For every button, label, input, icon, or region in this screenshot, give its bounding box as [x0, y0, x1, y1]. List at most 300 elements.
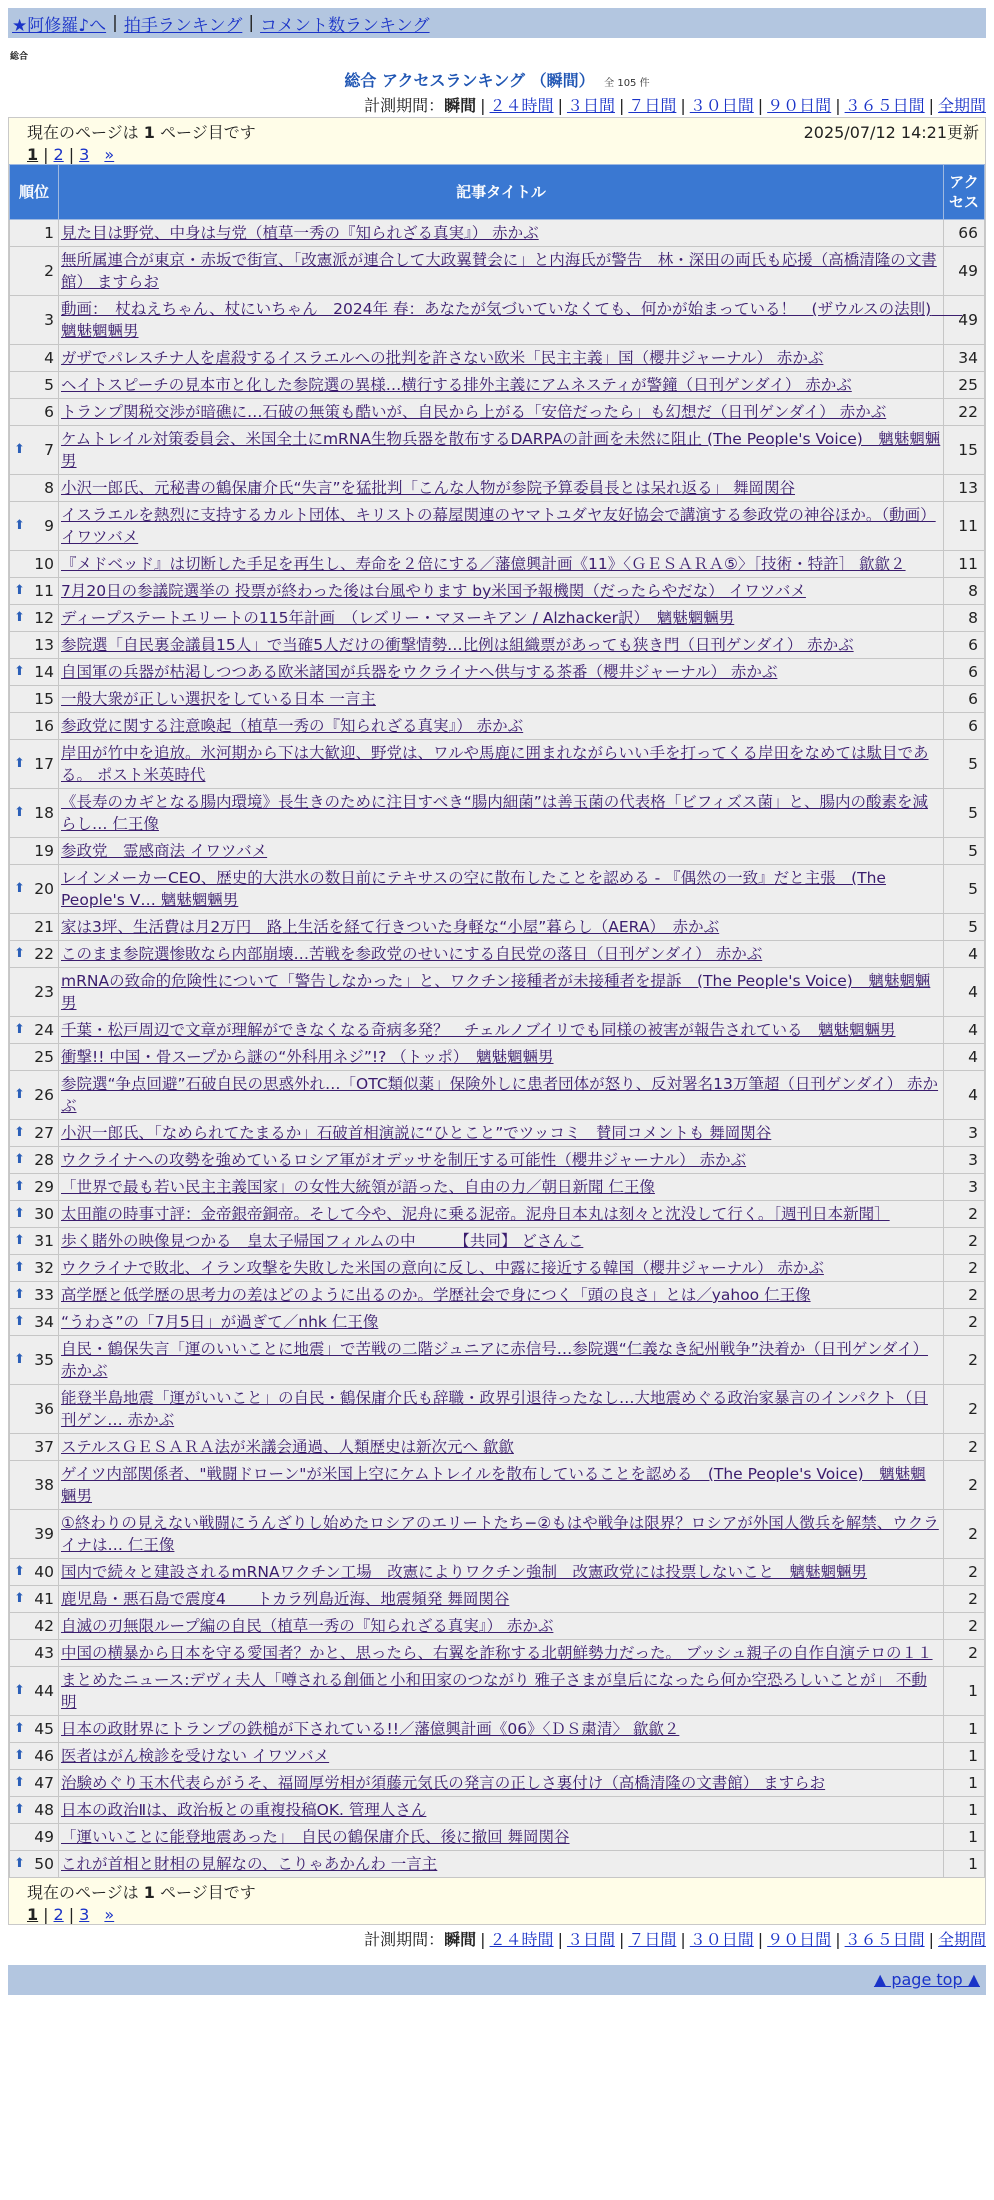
rank-up-arrow-icon: ⬆	[14, 1314, 25, 1329]
title-cell	[59, 1385, 944, 1434]
article-link[interactable]: イスラエルを熱烈に支持するカルト団体、キリストの幕屋関連のヤマトユダヤ友好協会で講演する参政党の神谷ほか。（動画） イワツバメ	[61, 506, 936, 546]
title-cell	[59, 1797, 944, 1824]
page-link-2[interactable]: 2	[53, 145, 64, 164]
article-link[interactable]: 歩く賭外の映像見つかる 皇太子帰国フィルムの中 【共同】 どさんこ	[61, 1232, 584, 1250]
period-separator: |	[680, 96, 686, 115]
article-link[interactable]: ウクライナへの攻勢を強めているロシア軍がオデッサを制圧する可能性（櫻井ジャーナル） 赤かぶ	[61, 1151, 747, 1169]
period-separator: |	[557, 96, 563, 115]
table-row	[10, 1743, 985, 1770]
period-separator: |	[480, 1930, 486, 1949]
period-separator: |	[480, 96, 486, 115]
rank-up-arrow-icon: ⬆	[14, 1260, 25, 1275]
rank-up-arrow-icon: ⬆	[14, 1802, 25, 1817]
access-count: 4	[944, 941, 985, 968]
table-row	[10, 1797, 985, 1824]
article-link[interactable]: mRNAの致命的危険性について「警告しなかった」と、ワクチン接種者が未接種者を提訴 (The People's Voice) 魑魅魍魎男	[61, 972, 931, 1012]
title-cell	[59, 1336, 944, 1385]
table-row	[10, 475, 985, 502]
rank-number: 41	[34, 1590, 54, 1608]
table-row	[10, 1071, 985, 1120]
article-link[interactable]: 太田龍の時事寸評：金帝銀帝銅帝。そして今や、泥舟に乗る泥帝。泥舟日本丸は刻々と沈没して行く。［週刊日本新聞］	[61, 1205, 890, 1223]
rank-number: 30	[34, 1205, 54, 1223]
rank-cell	[10, 968, 59, 1017]
title-cell	[59, 914, 944, 941]
article-link[interactable]: ガザでパレスチナ人を虐殺するイスラエルへの批判を許さない欧米「民主主義」国（櫻井ジャーナル） 赤かぶ	[61, 349, 824, 367]
article-link[interactable]: レインメーカーCEO、歴史的大洪水の数日前にテキサスの空に散布したことを認める - 『偶然の一致』だと主張 (The People's V… 魑魅魍魎男	[61, 869, 886, 909]
page-status: 現在のページは 1 ページ目です	[27, 1883, 256, 1902]
rank-cell	[10, 605, 59, 632]
access-count: 34	[944, 345, 985, 372]
article-link[interactable]: ステルスＧＥＳＡＲＡ法が米議会通過、人類歴史は新次元へ 歙歙	[61, 1438, 514, 1456]
category-label: 総合	[10, 52, 29, 62]
table-row	[10, 345, 985, 372]
title-cell	[59, 789, 944, 838]
article-link[interactable]: 家は3坪、生活費は月2万円 路上生活を経て行きついた身軽な“小屋”暮らし（AERA） 赤かぶ	[61, 918, 720, 936]
table-row	[10, 1434, 985, 1461]
rank-cell	[10, 1309, 59, 1336]
title-cell	[59, 1559, 944, 1586]
page-separator: |	[68, 145, 75, 164]
rank-number: 38	[34, 1476, 54, 1494]
article-link[interactable]: 高学歴と低学歴の思考力の差はどのように出るのか。学歴社会で身につく「頭の良さ」とは／yahoo 仁王像	[61, 1286, 811, 1304]
period-separator: |	[835, 1930, 841, 1949]
access-count: 2	[944, 1613, 985, 1640]
article-link[interactable]: 『メドベッド』は切断した手足を再生し、寿命を２倍にする／藩億興計画《11》〈ＧＥＳＡＲＡ⑤〉［技術・特許］ 歙歙２	[61, 555, 906, 573]
rank-number: 26	[34, 1086, 54, 1104]
rank-number: 43	[34, 1644, 54, 1662]
table-row	[10, 1147, 985, 1174]
page-status-number: 1	[143, 123, 155, 142]
rank-number: 33	[34, 1286, 54, 1304]
current-page: 1	[27, 1905, 39, 1924]
access-count: 6	[944, 686, 985, 713]
rank-up-arrow-icon: ⬆	[14, 805, 25, 820]
title-cell	[59, 1174, 944, 1201]
table-row	[10, 1716, 985, 1743]
article-link[interactable]: 参政党 霊感商法 イワツバメ	[61, 842, 268, 860]
article-link[interactable]: 見た目は野党、中身は与党（植草一秀の『知られざる真実』） 赤かぶ	[61, 224, 539, 242]
table-row	[10, 1174, 985, 1201]
period-separator: |	[618, 96, 625, 115]
title-cell	[59, 1613, 944, 1640]
article-link[interactable]: 一般大衆が正しい選択をしている日本 一言主	[61, 690, 376, 708]
period-separator: |	[757, 1930, 764, 1949]
rank-cell	[10, 838, 59, 865]
title-header: 記事タイトル	[59, 165, 944, 220]
rank-cell	[10, 247, 59, 296]
table-row	[10, 1851, 985, 1878]
period-separator: |	[618, 1930, 625, 1949]
rank-cell	[10, 551, 59, 578]
rank-up-arrow-icon: ⬆	[14, 442, 25, 457]
table-row	[10, 1559, 985, 1586]
access-count: 8	[944, 605, 985, 632]
table-row	[10, 1201, 985, 1228]
access-count: 4	[944, 1071, 985, 1120]
period-option-4[interactable]: ９０日間	[767, 96, 832, 115]
table-row	[10, 578, 985, 605]
table-row	[10, 1336, 985, 1385]
rank-number: 3	[44, 311, 54, 329]
period-option-6[interactable]: 全期間	[937, 96, 986, 115]
rank-cell	[10, 399, 59, 426]
rank-number: 11	[34, 582, 54, 600]
article-link[interactable]: 岸田が竹中を追放。氷河期から下は大歓迎、野党は、ワルや馬鹿に囲まれながらいい手を打ってくる岸田をなめては駄目である。 ポスト米英時代	[61, 744, 929, 784]
title-cell	[59, 296, 963, 345]
rank-number: 27	[34, 1124, 54, 1142]
article-link[interactable]: 日本の政財界にトランプの鉄槌が下されている!!／藩億興計画《06》〈ＤＳ粛清〉 歙歙２	[61, 1720, 680, 1738]
rank-cell	[10, 345, 59, 372]
article-link[interactable]: 小沢一郎氏、「なめられてたまるか」石破首相演説に“ひとこと”でツッコミ 賛同コメントも 舞岡関谷	[61, 1124, 772, 1142]
rank-cell	[10, 1120, 59, 1147]
access-count: 1	[944, 1770, 985, 1797]
rank-cell	[10, 941, 59, 968]
article-link[interactable]: 中国の横暴から日本を守る愛国者？かと、思ったら、右翼を詐称する北朝鮮勢力だった。 ブッシュ親子の自作自演テロの１１	[61, 1644, 933, 1662]
table-row	[10, 296, 985, 345]
access-count: 1	[944, 1851, 985, 1878]
period-separator: |	[680, 1930, 686, 1949]
rank-up-arrow-icon: ⬆	[14, 1287, 25, 1302]
article-link[interactable]: 参政党に関する注意喚起（植草一秀の『知られざる真実』） 赤かぶ	[61, 717, 524, 735]
period-option-3[interactable]: ３０日間	[689, 1930, 754, 1949]
access-count: 49	[944, 247, 985, 296]
rank-cell	[10, 1282, 59, 1309]
ranking-table	[9, 164, 985, 1878]
rank-up-arrow-icon: ⬆	[14, 1748, 25, 1763]
title-cell	[59, 659, 944, 686]
article-link[interactable]: 自国軍の兵器が枯渇しつつある欧米諸国が兵器をウクライナへ供与する茶番（櫻井ジャーナル） 赤かぶ	[61, 663, 778, 681]
period-selector-top	[0, 95, 986, 117]
access-count: 5	[944, 789, 985, 838]
article-link[interactable]: 自民・鶴保失言「運のいいことに地震」で苦戦の二階ジュニアに赤信号…参院選“仁義なき紀州戦争”決着か（日刊ゲンダイ） 赤かぶ	[61, 1340, 929, 1380]
rank-number: 7	[44, 441, 54, 459]
period-option-0[interactable]: ２４時間	[489, 1930, 554, 1949]
table-row	[10, 1228, 985, 1255]
rank-cell	[10, 1510, 59, 1559]
title-cell	[59, 1586, 944, 1613]
access-count: 11	[944, 502, 985, 551]
page-link-2[interactable]: 2	[53, 1905, 64, 1924]
title-cell	[59, 686, 944, 713]
rank-number: 39	[34, 1525, 54, 1543]
rank-up-arrow-icon: ⬆	[14, 756, 25, 771]
access-count: 2	[944, 1434, 985, 1461]
page-links	[27, 1905, 979, 1924]
rank-cell	[10, 1716, 59, 1743]
rank-number: 24	[34, 1021, 54, 1039]
table-row	[10, 1255, 985, 1282]
rank-header: 順位	[10, 165, 59, 220]
rank-cell	[10, 1071, 59, 1120]
period-separator: |	[835, 96, 841, 115]
period-option-3[interactable]: ３０日間	[689, 96, 754, 115]
period-option-1[interactable]: ３日間	[566, 1930, 615, 1949]
rank-up-arrow-icon: ⬆	[14, 610, 25, 625]
rank-up-arrow-icon: ⬆	[14, 1179, 25, 1194]
top-nav-bar	[8, 8, 986, 38]
access-count: 5	[944, 865, 985, 914]
rank-number: 16	[34, 717, 54, 735]
article-link[interactable]: ケムトレイル対策委員会、米国全土にmRNA生物兵器を散布するDARPAの計画を未然に阻止 (The People's Voice) 魑魅魍魎男	[61, 430, 941, 470]
rank-cell	[10, 914, 59, 941]
rank-cell	[10, 578, 59, 605]
title-cell	[59, 1510, 944, 1559]
access-count: 3	[944, 1174, 985, 1201]
rank-cell	[10, 475, 59, 502]
rank-cell	[10, 1824, 59, 1851]
period-separator: |	[928, 1930, 934, 1949]
title-cell	[59, 713, 944, 740]
rank-up-arrow-icon: ⬆	[14, 946, 25, 961]
title-cell	[59, 632, 944, 659]
rank-number: 19	[34, 842, 54, 860]
title-cell	[59, 1434, 944, 1461]
access-count: 3	[944, 1147, 985, 1174]
rank-up-arrow-icon: ⬆	[14, 1087, 25, 1102]
rank-up-arrow-icon: ⬆	[14, 1591, 25, 1606]
title-cell	[59, 1017, 944, 1044]
page-status: 現在のページは 1 ページ目です	[27, 123, 256, 142]
access-count: 6	[944, 632, 985, 659]
rank-cell	[10, 296, 59, 345]
ranking-title: 総合 アクセスランキング （瞬間）	[344, 71, 595, 90]
rank-cell	[10, 1336, 59, 1385]
access-count: 6	[944, 659, 985, 686]
rank-up-arrow-icon: ⬆	[14, 1206, 25, 1221]
table-row	[10, 220, 985, 247]
title-cell	[59, 475, 944, 502]
rank-cell	[10, 1228, 59, 1255]
article-link[interactable]: 動画： 杖ねえちゃん、杖にいちゃん 2024年 春：あなたが気づいていなくても、何かが始まっている！ (ザウルスの法則) 魑魅魍魎男	[61, 300, 963, 340]
article-link[interactable]: 無所属連合が東京・赤坂で街宣、「改憲派が連合して大政翼賛会に」と内海氏が警告 林・深田の両氏も応援（高橋清隆の文書館） ますらお	[61, 251, 937, 291]
article-link[interactable]: 《長寿のカギとなる腸内環境》長生きのために注目すべき“腸内細菌”は善玉菌の代表格「ビフィズス菌」と、腸内の酸素を減らし… 仁王像	[61, 793, 929, 833]
period-separator: |	[928, 96, 934, 115]
rank-cell	[10, 1044, 59, 1071]
article-link[interactable]: 「世界で最も若い民主主義国家」の女性大統領が語った、自由の力／朝日新聞 仁王像	[61, 1178, 655, 1196]
title-cell	[59, 605, 944, 632]
article-link[interactable]: 衝撃!! 中国・骨スープから謎の“外科用ネジ”!? （トッポ） 魑魅魍魎男	[61, 1048, 554, 1066]
title-cell	[59, 740, 944, 789]
table-row	[10, 914, 985, 941]
rank-cell	[10, 1559, 59, 1586]
rank-cell	[10, 865, 59, 914]
title-cell	[59, 1770, 944, 1797]
rank-up-arrow-icon: ⬆	[14, 518, 25, 533]
access-count: 2	[944, 1228, 985, 1255]
article-link[interactable]: このまま参院選惨敗なら内部崩壊…苦戦を参政党のせいにする自民党の落日（日刊ゲンダイ） 赤かぶ	[61, 945, 763, 963]
period-current: 瞬間	[444, 1930, 477, 1949]
access-count: 1	[944, 1716, 985, 1743]
article-link[interactable]: 千葉・松戸周辺で文章が理解ができなくなる奇病多発？ チェルノブイリでも同様の被害が報告されている 魑魅魍魎男	[61, 1021, 896, 1039]
clap-ranking-link[interactable]: 拍手ランキング	[123, 15, 243, 36]
rank-number: 50	[34, 1855, 54, 1873]
article-link[interactable]: ①終わりの見えない戦闘にうんざりし始めたロシアのエリートたち−②もはや戦争は限界？ロシアが外国人徴兵を解禁、ウクライナは… 仁王像	[61, 1514, 939, 1554]
access-count: 5	[944, 914, 985, 941]
rank-cell	[10, 789, 59, 838]
title-cell	[59, 1309, 944, 1336]
period-option-5[interactable]: ３６５日間	[844, 1930, 925, 1949]
table-row	[10, 686, 985, 713]
rank-number: 21	[34, 918, 54, 936]
title-cell	[59, 372, 944, 399]
title-cell	[59, 838, 944, 865]
table-row	[10, 1044, 985, 1071]
rank-number: 5	[44, 376, 54, 394]
rank-cell	[10, 426, 59, 475]
table-row	[10, 1613, 985, 1640]
rank-up-arrow-icon: ⬆	[14, 583, 25, 598]
article-link[interactable]: 参院選「自民裏金議員15人」で当確5人だけの衝撃情勢…比例は組織票があっても狭き門（日刊ゲンダイ） 赤かぶ	[61, 636, 854, 654]
table-row	[10, 399, 985, 426]
access-count: 4	[944, 1017, 985, 1044]
table-row	[10, 1120, 985, 1147]
article-link[interactable]: 能登半島地震「運がいいこと」の自民・鶴保庸介氏も辞職・政界引退待ったなし…大地震めぐる政治家暴言のインパクト（日刊ゲン… 赤かぶ	[61, 1389, 928, 1429]
access-count: 2	[944, 1586, 985, 1613]
title-cell	[59, 1640, 944, 1667]
article-link[interactable]: ヘイトスピーチの見本市と化した参院選の異様…横行する排外主義にアムネスティが警鐘（日刊ゲンダイ） 赤かぶ	[61, 376, 852, 394]
table-row	[10, 605, 985, 632]
period-option-0[interactable]: ２４時間	[489, 96, 554, 115]
title-cell	[59, 1255, 944, 1282]
access-count: 1	[944, 1797, 985, 1824]
bottom-bar	[8, 1965, 986, 1995]
rank-number: 47	[34, 1774, 54, 1792]
rank-cell	[10, 1743, 59, 1770]
period-option-2[interactable]: ７日間	[628, 1930, 677, 1949]
period-label: 計測期間：	[364, 96, 445, 115]
table-row	[10, 941, 985, 968]
table-row	[10, 1510, 985, 1559]
rank-number: 49	[34, 1828, 54, 1846]
article-link[interactable]: 日本の政治Ⅱは、政治板との重複投稿OK. 管理人さん	[61, 1801, 427, 1819]
next-page-link[interactable]: »	[104, 1905, 115, 1924]
access-count: 4	[944, 968, 985, 1017]
rank-number: 17	[34, 755, 54, 773]
access-count: 25	[944, 372, 985, 399]
rank-number: 6	[44, 403, 54, 421]
article-link[interactable]: 参院選“争点回避”石破自民の思惑外れ…「OTC類似薬」保険外しに患者団体が怒り、反対署名13万筆超（日刊ゲンダイ） 赤かぶ	[61, 1075, 939, 1115]
period-option-2[interactable]: ７日間	[628, 96, 677, 115]
rank-number: 14	[34, 663, 54, 681]
rank-number: 18	[34, 804, 54, 822]
article-link[interactable]: 鹿児島・悪石島で震度4 トカラ列島近海、地震頻発 舞岡関谷	[61, 1590, 510, 1608]
page-separator: |	[43, 145, 49, 164]
rank-number: 28	[34, 1151, 54, 1169]
title-cell	[59, 220, 944, 247]
title-cell	[59, 1824, 944, 1851]
access-count: 2	[944, 1336, 985, 1385]
rank-cell	[10, 220, 59, 247]
access-count: 1	[944, 1743, 985, 1770]
rank-cell	[10, 686, 59, 713]
table-row	[10, 1824, 985, 1851]
article-link[interactable]: ウクライナで敗北、イラン攻撃を失敗した米国の意向に反し、中露に接近する韓国（櫻井ジャーナル） 赤かぶ	[61, 1259, 824, 1277]
rank-up-arrow-icon: ⬆	[14, 1683, 25, 1698]
rank-number: 25	[34, 1048, 54, 1066]
access-count: 66	[944, 220, 985, 247]
rank-number: 40	[34, 1563, 54, 1581]
table-row	[10, 1309, 985, 1336]
table-row	[10, 632, 985, 659]
article-link[interactable]: 7月20日の参議院選挙の 投票が終わった後は台風やります by米国予報機関（だったらやだな） イワツバメ	[61, 582, 806, 600]
rank-up-arrow-icon: ⬆	[14, 1152, 25, 1167]
article-link[interactable]: 自滅の刃無限ループ編の自民（植草一秀の『知られざる真実』） 赤かぶ	[61, 1617, 554, 1635]
page-link-3[interactable]: 3	[79, 145, 90, 164]
article-link[interactable]: これが首相と財相の見解なの、こりゃあかんわ 一言主	[61, 1855, 438, 1873]
access-count: 3	[944, 1120, 985, 1147]
title-cell	[59, 968, 944, 1017]
period-option-4[interactable]: ９０日間	[767, 1930, 832, 1949]
article-link[interactable]: 治験めぐり玉木代表らがうそ、福岡厚労相が須藤元気氏の発言の正しさ裏付け（高橋清隆の文書館） ますらお	[61, 1774, 826, 1792]
rank-number: 12	[34, 609, 54, 627]
table-row	[10, 372, 985, 399]
table-row	[10, 713, 985, 740]
period-option-6[interactable]: 全期間	[937, 1930, 986, 1949]
period-label: 計測期間：	[364, 1930, 445, 1949]
article-link[interactable]: ディープステートエリートの115年計画 （レズリー・マヌーキアン / Alzhacker訳） 魑魅魍魎男	[61, 609, 735, 627]
access-count: 2	[944, 1201, 985, 1228]
table-row	[10, 1667, 985, 1716]
access-count: 2	[944, 1255, 985, 1282]
title-cell	[59, 1716, 944, 1743]
rank-up-arrow-icon: ⬆	[14, 1775, 25, 1790]
article-link[interactable]: 国内で続々と建設されるmRNAワクチン工場 改憲によりワクチン強制 改憲政党には投票しないこと 魑魅魍魎男	[61, 1563, 868, 1581]
article-link[interactable]: 医者はがん検診を受けない イワツバメ	[61, 1747, 330, 1765]
rank-number: 13	[34, 636, 54, 654]
rank-number: 20	[34, 880, 54, 898]
page-link-3[interactable]: 3	[79, 1905, 90, 1924]
article-link[interactable]: ゲイツ内部関係者、"戦闘ドローン"が米国上空にケムトレイルを散布していることを認める (The People's Voice) 魑魅魍魎男	[61, 1465, 926, 1505]
rank-up-arrow-icon: ⬆	[14, 1721, 25, 1736]
period-option-1[interactable]: ３日間	[566, 96, 615, 115]
table-row	[10, 551, 985, 578]
access-count: 2	[944, 1510, 985, 1559]
article-link[interactable]: 小沢一郎氏、元秘書の鶴保庸介氏“失言”を猛批判「こんな人物が参院予算委員長とは呆れ返る」 舞岡関谷	[61, 479, 795, 497]
table-row	[10, 659, 985, 686]
home-link[interactable]: ★阿修羅♪へ	[12, 15, 107, 36]
page-links	[27, 145, 979, 164]
period-option-5[interactable]: ３６５日間	[844, 96, 925, 115]
total-count: 全 105 件	[604, 78, 650, 89]
article-link[interactable]: 「運いいことに能登地震あった」 自民の鶴保庸介氏、後に撤回 舞岡関谷	[61, 1828, 570, 1846]
rank-cell	[10, 632, 59, 659]
rank-number: 22	[34, 945, 54, 963]
rank-number: 2	[44, 262, 54, 280]
article-link[interactable]: “うわさ”の「7月5日」が過ぎて／nhk 仁王像	[61, 1313, 379, 1331]
pager-top	[9, 118, 985, 164]
rank-cell	[10, 1667, 59, 1716]
rank-number: 48	[34, 1801, 54, 1819]
table-row	[10, 740, 985, 789]
title-cell	[59, 551, 944, 578]
period-current: 瞬間	[444, 96, 477, 115]
rank-number: 32	[34, 1259, 54, 1277]
rank-number: 34	[34, 1313, 54, 1331]
access-count: 2	[944, 1559, 985, 1586]
table-row	[10, 1017, 985, 1044]
rank-up-arrow-icon: ⬆	[14, 1564, 25, 1579]
rank-up-arrow-icon: ⬆	[14, 1233, 25, 1248]
comment-ranking-link[interactable]: コメント数ランキング	[260, 15, 430, 36]
next-page-link[interactable]: »	[104, 145, 115, 164]
rank-cell	[10, 1770, 59, 1797]
access-count: 8	[944, 578, 985, 605]
table-row	[10, 1282, 985, 1309]
article-link[interactable]: トランプ関税交渉が暗礁に…石破の無策も酷いが、自民から上がる「安倍だったら」も幻想だ（日刊ゲンダイ） 赤かぶ	[61, 403, 887, 421]
article-link[interactable]: まとめたニュース:デヴィ夫人「噂される創価と小和田家のつながり 雅子さまが皇后になったら何か空恐ろしいことが」 不動明	[61, 1671, 927, 1711]
page-top-link[interactable]: ▲ page top ▲	[873, 1970, 980, 1989]
table-row	[10, 865, 985, 914]
